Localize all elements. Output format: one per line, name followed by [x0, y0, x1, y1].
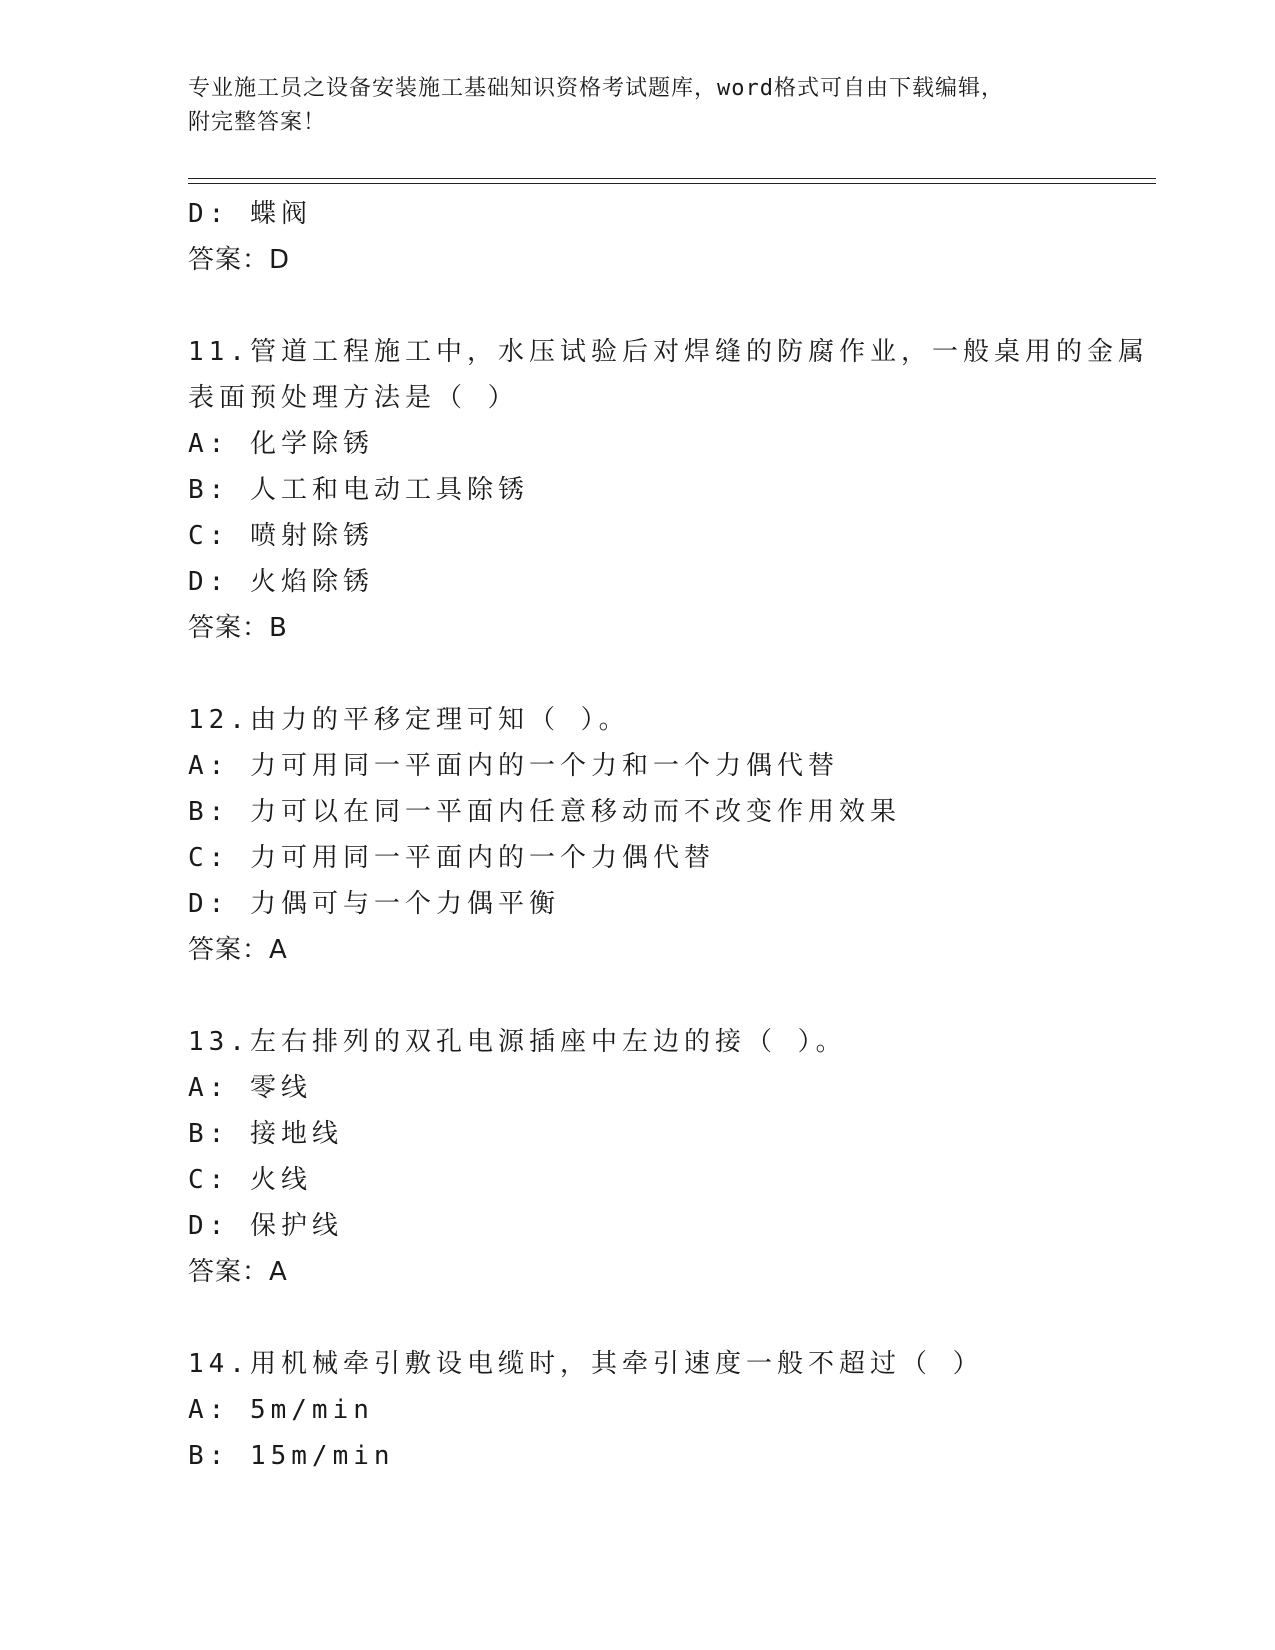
spacer	[188, 1295, 1088, 1341]
answer-line: 答案：B	[188, 613, 288, 643]
option-a: A: 化学除锈	[188, 429, 374, 459]
question-stem-continued: 表面预处理方法是（ ）	[188, 383, 519, 413]
question-12	[188, 697, 1088, 973]
option-c: C: 火线	[188, 1165, 312, 1195]
option-a: A: 5m/min	[188, 1395, 374, 1425]
question-stem: 12.由力的平移定理可知（ ）。	[188, 705, 630, 735]
header-divider	[188, 178, 1156, 184]
header-title-line-1: 专业施工员之设备安装施工基础知识资格考试题库，word格式可自由下载编辑，	[188, 76, 1004, 101]
option-b: B: 15m/min	[188, 1441, 395, 1471]
spacer	[188, 973, 1088, 1019]
option-d: D: 保护线	[188, 1211, 343, 1241]
option-b: B: 力可以在同一平面内任意移动而不改变作用效果	[188, 797, 901, 827]
previous-question-tail	[188, 191, 1088, 283]
answer-line: 答案：A	[188, 935, 288, 965]
option-d: D: 火焰除锈	[188, 567, 374, 597]
option-c: C: 力可用同一平面内的一个力偶代替	[188, 843, 715, 873]
document-body	[188, 191, 1149, 1479]
question-14	[188, 1341, 1088, 1479]
question-stem: 11.管道工程施工中，水压试验后对焊缝的防腐作业，一般桌用的金属	[188, 337, 1149, 367]
answer-line: 答案：D	[188, 245, 291, 275]
question-13	[188, 1019, 1088, 1295]
option-a: A: 零线	[188, 1073, 312, 1103]
option-b: B: 接地线	[188, 1119, 343, 1149]
question-stem: 14.用机械牵引敷设电缆时，其牵引速度一般不超过（ ）	[188, 1349, 984, 1379]
spacer	[188, 283, 1088, 329]
header-title-line-2: 附完整答案！	[188, 110, 327, 135]
question-stem: 13.左右排列的双孔电源插座中左边的接（ ）。	[188, 1027, 847, 1057]
option-d: D: 蝶阀	[188, 199, 312, 229]
answer-line: 答案：A	[188, 1257, 288, 1287]
question-11	[188, 329, 1149, 651]
document-header	[188, 72, 1068, 140]
option-c: C: 喷射除锈	[188, 521, 374, 551]
spacer	[188, 651, 1088, 697]
option-b: B: 人工和电动工具除锈	[188, 475, 529, 505]
option-d: D: 力偶可与一个力偶平衡	[188, 889, 560, 919]
option-a: A: 力可用同一平面内的一个力和一个力偶代替	[188, 751, 839, 781]
